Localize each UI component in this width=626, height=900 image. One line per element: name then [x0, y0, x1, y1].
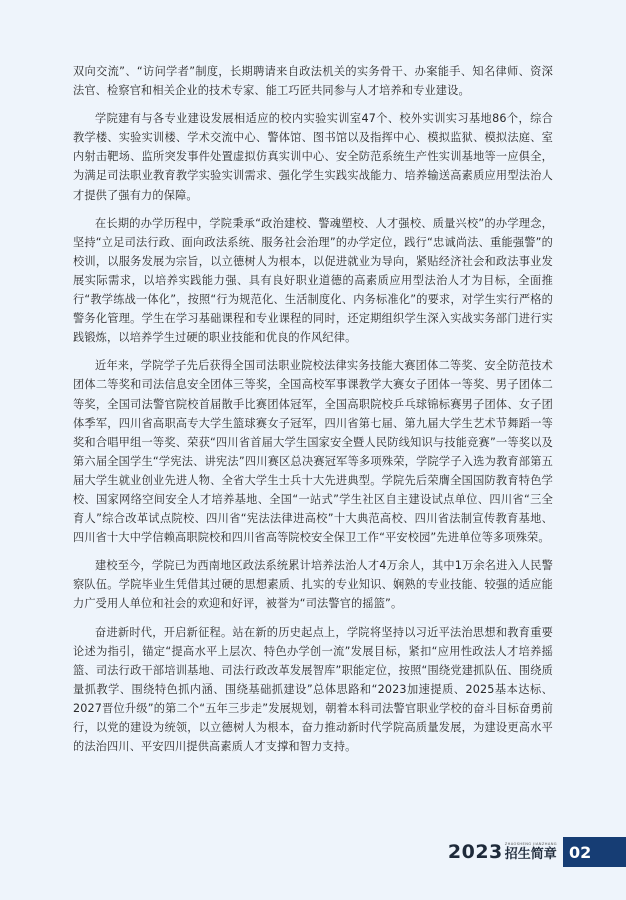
paragraph: 奋进新时代，开启新征程。站在新的历史起点上，学院将坚持以习近平法治思想和教育重要论述为指引，锚定“提高水平上层次、特色办学创一流”发展目标，紧扣“应用性政法人才培养摇篮、司法行政干部培训基地、司法行政改革发展智库”职能定位，按照“围绕党建抓队伍、围绕质量抓教学、围绕特色抓内涵、围绕基础抓建设”总体思路和“2023加速提质、2025基本达标、2027晋位升级”的第二个“五年三步走”发展规划，朝着本科司法警官职业学校的奋斗目标奋勇前行，以党的建设为统领，以立德树人为根本，奋力推动新时代学院高质量发展，为建设更高水平的法治四川、平安四川提供高素质人才支撑和智力支持。	[73, 625, 553, 754]
page-number: 02	[569, 842, 592, 862]
footer-year: 2023	[447, 841, 503, 863]
footer-title: 招生简章	[504, 847, 557, 862]
paragraph: 建校至今，学院已为西南地区政法系统累计培养法治人才4万余人，其中1万余名进入人民警察队伍。学院毕业生凭借其过硬的思想素质、扎实的专业知识、娴熟的专业技能、较强的适应能力广受用人单位和社会的欢迎和好评，被誉为“司法警官的摇篮”。	[73, 559, 553, 611]
page-footer	[448, 837, 626, 867]
paragraph: 在长期的办学历程中，学院秉承“政治建校、警魂塑校、人才强校、质量兴校”的办学理念，坚持“立足司法行政、面向政法系统、服务社会治理”的办学定位，践行“忠诚尚法、重能强警”的校训，以服务发展为宗旨，以立德树人为根本，以促进就业为导向，紧贴经济社会和政法事业发展实际需求，以培养实践能力强、具有良好职业道德的高素质应用型法治人才为目标，全面推行“教学练战一体化”，按照“行为规范化、生活制度化、内务标准化”的要求，对学生实行严格的警务化管理。学生在学习基础课程和专业课程的同时，还定期组织学生深入实战实务部门进行实践锻炼，以培养学生过硬的职业技能和优良的作风纪律。	[73, 216, 553, 345]
footer-title-block	[505, 842, 557, 862]
document-body	[73, 62, 553, 765]
paragraph: 近年来，学院学子先后获得全国司法职业院校法律实务技能大赛团体二等奖、安全防范技术团体二等奖和司法信息安全团体三等奖，全国高校军事课教学大赛女子团体一等奖、男子团体二等奖，全国司法警官院校首届散手比赛团体冠军，全国高职院校乒乓球锦标赛男子团体、女子团体季军，四川省高职高专大学生篮球赛女子冠军，四川省第七届、第九届大学生艺术节舞蹈一等奖和合唱甲组一等奖、荣获“四川省首届大学生国家安全暨人民防线知识与技能竞赛”一等奖以及第六届全国学生“学宪法、讲宪法”四川赛区总决赛冠军等多项殊荣，学院学子入选为教育部第五届大学生就业创业先进人物、全省大学生士兵十大先进典型。学院先后荣膺全国国防教育特色学校、国家网络空间安全人才培养基地、全国“一站式”学生社区自主建设试点单位、四川省“三全育人”综合改革试点院校、四川省“宪法法律进高校”十大典范高校、四川省法制宣传教育基地、四川省十大中学信赖高职院校和四川省高等院校安全保卫工作“平安校园”先进单位等多项殊荣。	[73, 359, 553, 545]
page-number-tab	[563, 837, 626, 867]
paragraph: 双向交流”、“访问学者”制度，长期聘请来自政法机关的实务骨干、办案能手、知名律师、资深法官、检察官和相关企业的技术专家、能工巧匠共同参与人才培养和专业建设。	[73, 65, 553, 98]
footer-subtitle: ZHAOSHENG JIANZHANG	[504, 842, 557, 846]
paragraph: 学院建有与各专业建设发展相适应的校内实验实训室47个、校外实训实习基地86个，综合教学楼、实验实训楼、学术交流中心、警体馆、图书馆以及指挥中心、模拟监狱、模拟法庭、室内射击靶场、监所突发事件处置虚拟仿真实训中心、安全防范系统生产性实训基地等一应俱全，为满足司法职业教育教学实验实训需求、强化学生实践实战能力、培养输送高素质应用型法治人才提供了强有力的保障。	[73, 112, 553, 202]
